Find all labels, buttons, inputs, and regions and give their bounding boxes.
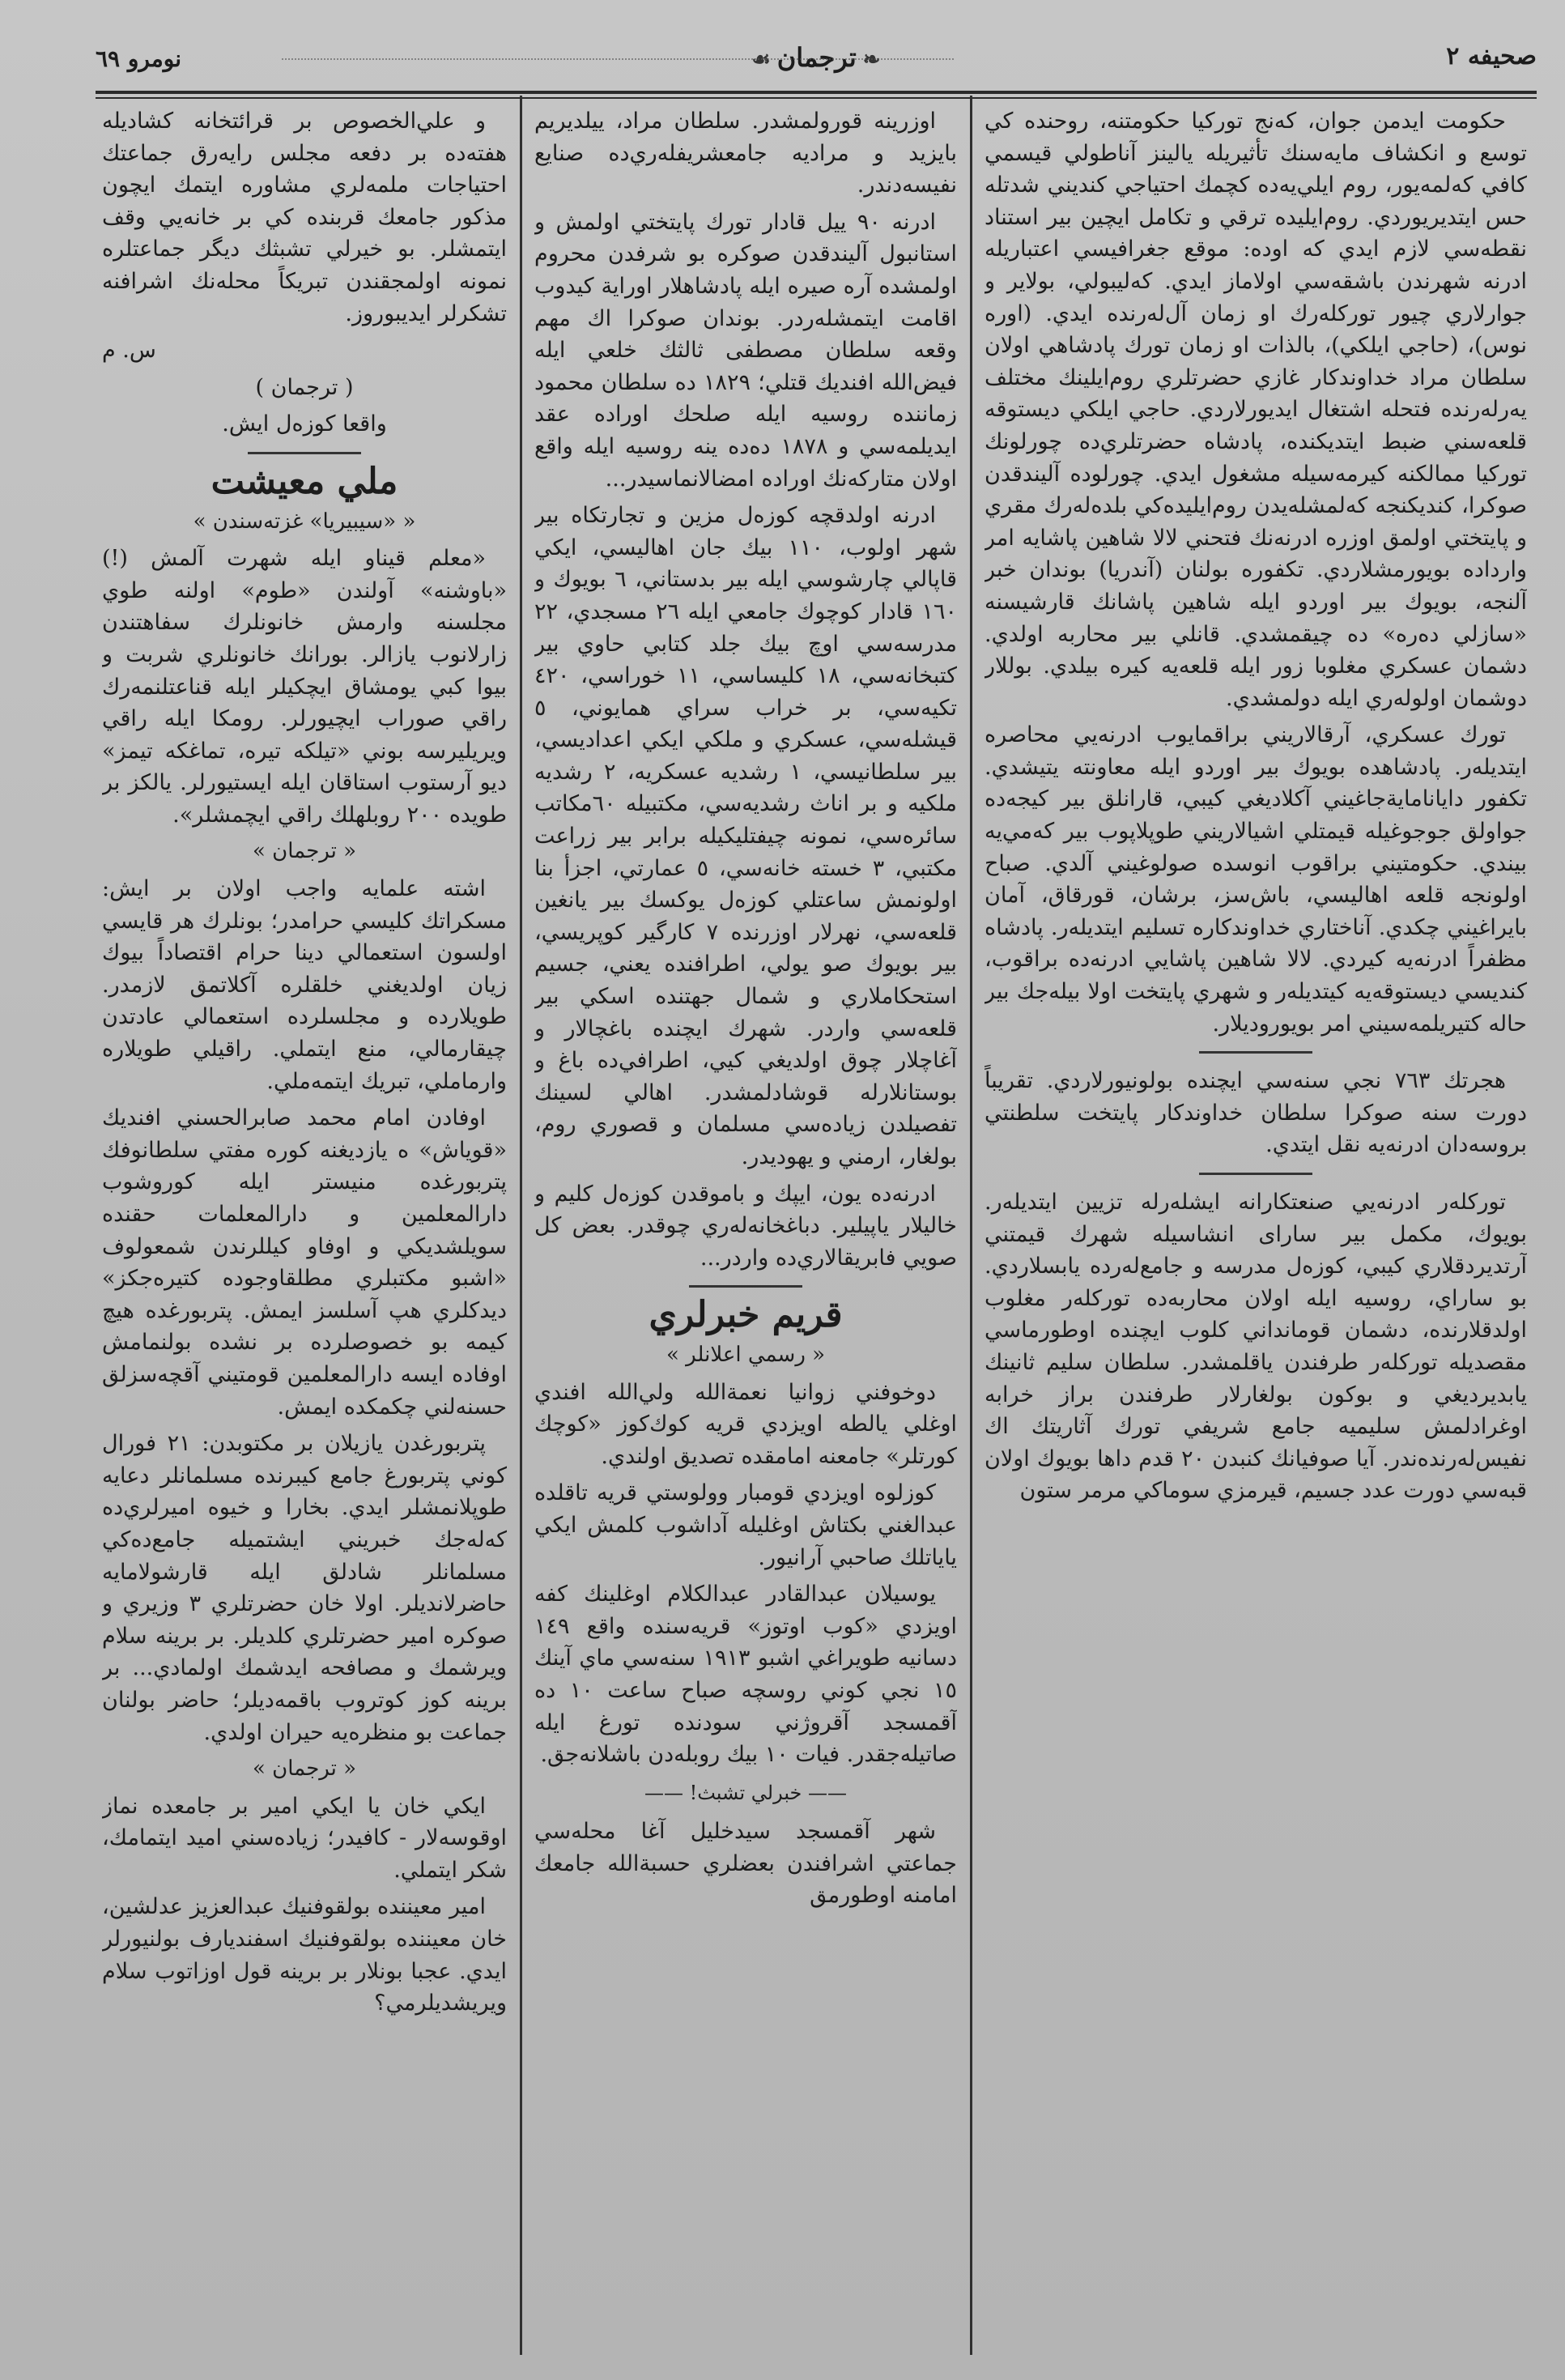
article-paragraph: حكومت ايدمن جوان، كەنج توركيا حكومتنه، روحنده كي توسع و انكشاف مايەسنك تأثيريله يالينز آناطولي قيسمي كافي كەلمەيور، روم ايلي‌يە‌ده كچمك احتياجي كنديني شدتله حس ايتديريوردي. روم‌ايليده ترقي و تكامل ايچين بير استناد نقطەسي لازم ايدي كه اوده: موقع جغرافيسي اعتباريله ادرنه شهرندن باشقەسي اولاماز ايدي. كەليبولي، بولاير و جوارلاري چيور توركلەرك او زمان آل‌لەرنده ايدي. (اوره نوس)، (حاجي ايلكي)، بالذات او زمان تورك پادشاهي اولان سلطان مراد خداوندكار غازي حضرتلري روم‌ايلينك مختلف يەرلەرنده فتحله اشتغال ايديورلاردي. حاجي ايلكي ديستوقه قلعەسني ضبط ايتديكنده، پادشاه حضرتلري‌ده چورلونك توركيا ممالكنه كيرمەسيله مشغول ايدي. چورلوده آليندقدن صوكرا، كنديكنجه كەلمشلەيدن روم‌ايليده‌كي بلده‌لەرك مقري و پايتختي اولمق اوزره ادرنه‌نك فتحني لالا شاهين پاشايه امر وارداده بويورمشلاردي. تكفوره بولنان (آندريا) بوندان خبر آلنجه، بويوك بير اوردو ايله شاهين پاشانك قارشيسنه «سازلي دەره» ده چيقمشدي. قانلي بير محاربه اولدي. دشمان عسكري مغلوبا زور ايله قلعەيه كيره بيلدي. بوللار دوشمان اولولەري ايله دولمشدي. xyxy=(985,109,1527,711)
article-paragraph: امير معيننده بولقوفنيك عبدالعزيز عدلشين، خان معيننده بولقوفنيك اسفنديارف بولنيورلر ايدي. عجبا بونلار بر برينه قول اوزاتوب سلام ويريشديلرمي؟ xyxy=(102,1894,507,2016)
article-paragraph: ادرنه اولدقچه كوزەل مزين و تجارتكاه بير شهر اولوب، ١١٠ بيك جان اهاليسي، ايكي قاپالي چارشوسي ايله بير بدستاني، ٦ بويوك و ١٦٠ قادار كوچوك جامعي ايله ٢٦ مسجدي، ٢٢ مدرسەسي اوچ بيك جلد كتابي حاوي بير كتبخانەسي، ١٨ كليساسي، ١١ خوراسي، ٤٢٠ تكيەسي، بر خراب سراي همايوني، ٥ قيشلەسي، عسكري و ملكي ايكي اعداديسي، بير سلطانيسي، ١ رشديه عسكريه، ٢ رشديه ملكيه و بر اناث رشديەسي، مكتبيله ٦٠مكاتب سائرەسي، نمونه چيفتليكيله برابر بير زراعت مكتبي، ٣ خسته خانەسي، ٥ عمارتي، اجزأ بنا اولونمش ساعتلي كوزەل يوكسك بير يانغين قلعەسي، نهرلار اوزرنده ٧ كارگير كوپريسي، بير بويوك صو يولي، اطرافنده يعني، جسيم استحكاملاري و شمال جهتنده اسكي بير قلعەسي واردر. شهرك ايچنده باغچالار و آغاچلار چوق اولديغي كيي، اطرافي‌ده باغ و بوستانلارله قوشادلمشدر. اهالي لسينك تفصيلدن زيادەسي مسلمان و قصوري روم، بولغار، ارمني و يهوديدر. xyxy=(534,503,957,1169)
article-paragraph: ايكي خان يا ايكي امير بر جامعده نماز اوقوسەلار - كافيدر؛ زيادەسني اميد ايتمامك، شكر ايتملي. xyxy=(102,1793,507,1883)
article-paragraph: ادرنه ٩٠ ييل قادار تورك پايتختي اولمش و استانبول آليندقدن صوكره بو شرفدن محروم اولمشده آره صيره ايله پادشاهلار اوراية كيدوب اقامت ايتمشلەردر. بوندان صوكرا اك مهم وقعه سلطان مصطفى ثالثك خلعي ايله فيض‌الله افنديك قتلي؛ ١٨٢٩ ده سلطان محمود زماننده روسيه ايله صلحك اوراده عقد ايديلمەسي و ١٨٧٨ دەده ينه روسيه ايله واقع اولان متاركەنك اوراده امضالانماسيدر... xyxy=(534,209,957,492)
newspaper-title xyxy=(745,42,887,73)
article-paragraph: شهر آقمسجد سيدخليل آغا محلەسي جماعتي اشرافندن بعضلري حسبةالله جامعك امامنه اوطورمق xyxy=(534,1819,957,1909)
section-subheading: « «سيبيريا» غزته‌سندن » xyxy=(193,509,416,534)
column-divider-right xyxy=(970,96,972,2355)
column-left xyxy=(102,105,507,2365)
editor-note-label: ( ترجمان ) xyxy=(255,374,354,400)
page-number: صحيفه ٢ xyxy=(1446,42,1537,70)
article-paragraph: اشته علمايه واجب اولان بر ايش: مسكراتك كليسي حرامدر؛ بونلرك هر قايسي اولسون استعمالي دينا حرام اقتصاداً بيوك زيان اولديغني خلقلره آكلاتمق لازمدر. طويلارده و مجلسلرده استعمالي عادتدن چيقارمالي، منع ايتملي. راقيلي طويلاره وارماملي، تبريك ايتمەملي. xyxy=(102,876,507,1094)
notice-paragraph: كوزلوه اويزدي قومبار وولوستي قريه تاقلده عبدالغني بكتاش اوغليله آداشوب كلمش ايكي ياياتلك صاحبي آرانيور. xyxy=(534,1480,957,1570)
subsection-title: —— خبرلي تشبث! —— xyxy=(644,1781,848,1804)
article-paragraph: ادرنه‌ده يون، ايپك و باموقدن كوزەل كليم و خاليلار ياپيلير. دباغخانەلەري چوقدر. بعض كل صويي فابريقالاري‌ده واردر... xyxy=(534,1181,957,1271)
column-right xyxy=(985,105,1527,2365)
article-paragraph: پتربورغدن يازيلان بر مكتوبدن: ٢١ فورال كوني پتربورغ جامع كيبرنده مسلمانلر دعايه طوپلانمشلر ايدي. بخارا و خيوه اميرلري‌ده كەلەجك خبريني ايشتميله جامع‌ده‌كي مسلمانلر شادلق ايله قارشولامايه حاضرلانديلر. اولا خان حضرتلري ٣ وزيري و صوكره امير حضرتلري كلديلر. بر برينه سلام ويرشمك و مصافحه ايدشمك اولمادي... بر برينه كوز كوتروب باقمەديلر؛ حاضر بولنان جماعت بو منظره‌يه حيران اولدي. xyxy=(102,1431,507,1745)
article-paragraph: «معلم قيناو ايله شهرت آلمش (!) «باوشنه» آولندن «طوم» اولنه طوي مجلسنه وارمش خانونلرك سفاهتندن زارلانوب يازالر. بورانك خانونلري شربت و بيوا كبي يومشاق ايچكيلر ايله قناعتلنمەرك راقي صوراب ايچيورلر. رومكا ايله راقي ويريليرسه بوني «تيلكه تيره، تماغكه تيمز» ديو آرستوب استاقان ايله ايستيورلر. يالكز بر طويده ٢٠٠ روبلهلك راقي ايچمشلر». xyxy=(102,546,507,828)
section-divider xyxy=(1199,1173,1312,1175)
article-paragraph: و علي‌الخصوص بر قرائتخانه كشاديله هفته‌ده بر دفعه مجلس رايه‌رق جماعتك احتياجات ملمه‌لري مشاوره ايتمك ايچون مذكور جامعك قربنده كي بر خانه‌يي وقف ايتمشلر. بو خيرلي تشبثك ديگر جماعتلره نمونه اولمجقندن تبريكاً محله‌نك اشرافنه تشكرلر ايديبوروز. xyxy=(102,109,507,326)
ornament-icon: ❧ xyxy=(862,48,881,72)
notice-paragraph: يوسيلان عبدالقادر عبدالكلام اوغلينك كفه اويزدي «كوب اوتوز» قريه‌سنده واقع ١٤٩ دسانيه طويراغي اشبو ١٩١٣ سنه‌سي ماي آينك ١٥ نجي كوني روسچه صباح ساعت ١٠ ده آقمسجد آقروژني سودنده تورغ ايله صاتيله‌جقدر. فيات ١٠ بيك روبله‌دن باشلانه‌جق. xyxy=(534,1582,957,1768)
section-divider xyxy=(689,1285,802,1288)
top-rule-thin xyxy=(96,97,1537,99)
section-divider xyxy=(1199,1051,1312,1054)
article-paragraph: توركلەر ادرنه‌يي صنعتكارانه ايشلەرله تزيين ايتديلەر. بويوك، مكمل بير سارای انشاسيله شهرك قيمتني آرتديردقلاري كيبي، كوزەل مدرسه و جامع‌لەرده يابسلاردي. بو ساراي، روسيه ايله اولان محاربه‌ده توركلەر مغلوب اولدقلارنده، دشمان قومانداني كلوب ايچنده اوطورماسي مقصديله توركلەر طرفندن ياقلمشدر. سلطان سليم ثانينك يابديرديغي و بوكون بولغارلار طرفندن براز خرابه اوغرادلمش سليميه جامع شريفي تورك آثاريتك اك نفيس‌لەرندەندر. آيا صوفيانك كنبدن ٢٠ قدم داها بويوك اولان قبه‌سي دورت عدد جسيم، قيرمزي سوماكي مرمر ستون xyxy=(985,1190,1527,1504)
section-subheading: « رسمي اعلانلر » xyxy=(666,1342,826,1367)
article-paragraph: هجرتك ٧٦٣ نجي سنەسي ايچنده بولونيورلاردي. تقريباً دورت سنه صوكرا سلطان خداوندكار پايتخت سلطنتي بروسه‌دان ادرنه‌يه نقل ايتدي. xyxy=(985,1068,1527,1158)
top-rule xyxy=(96,91,1537,94)
author-signature: س. م xyxy=(102,338,156,364)
editor-note-label: « ترجمان » xyxy=(252,839,357,864)
article-paragraph: اوفادن امام محمد صابرالحسني افنديك «قوياش» ه يازديغنه كوره مفتي سلطانوفك پتربورغده منيستر ايله كوروشوب دارالمعلمين و دارالمعلمات حقنده سويلشديكي و اوفاو كيللرندن شمعولوف «اشبو مكتبلري مطلقاوجوده كتيرەجكز» ديدكلري هپ آسلسز ايمش. پتربورغده هيچ كيمه بو خصوصلرده بر نشده بولنمامش اوفاده ايسه دارالمعلمين قومتيني آقچه‌سزلق حسنەلني چكمكده ايمش. xyxy=(102,1105,507,1420)
section-heading-national-life: ملي معيشت xyxy=(211,460,398,502)
notice-paragraph: دوخوفني زوانيا نعمةالله ولي‌الله افندي اوغلي يالطه اويزدي قريه كوك‌كوز «كوچك كورتلر» جامعنه امامقده تصديق اولندي. xyxy=(534,1379,957,1469)
issue-number: نومرو ٦٩ xyxy=(96,45,182,72)
newspaper-title-text: ترجمان xyxy=(776,42,857,73)
editor-note-label: « ترجمان » xyxy=(252,1756,357,1782)
ornament-icon: ☙ xyxy=(751,48,771,72)
column-divider-left xyxy=(520,96,522,2355)
section-heading-crimea-news: قريم خبرلري xyxy=(649,1294,843,1336)
editor-note-text: واقعا كوزەل ايش. xyxy=(222,411,387,437)
article-paragraph: اوزرينه قورولمشدر. سلطان مراد، ييلديريم بايزيد و مراديه جامعشريفلەري‌ده صنايع نفيسه‌دندر. xyxy=(534,109,957,198)
masthead xyxy=(96,42,1537,84)
dateline-faded xyxy=(282,58,954,62)
column-middle xyxy=(534,105,957,2365)
section-divider xyxy=(248,452,361,454)
article-paragraph: تورك عسكري، آرقالاريني براقمايوب ادرنه‌يي محاصره ايتديلەر. پادشاهده بويوك بير اوردو ايله معاونته يتيشدي. تكفور داياناماية‌جاغيني آكلاديغي كيبي، قارانلق بير كيجه‌ده جواولق جوجوغيله قيمتلي اشيالاريني طوپلاپوب بير كەمي‌يه بيندي. حكومتيني براقوب انوسده صولوغيني آلدي. صباح اولونجه قلعه اهاليسي، باش‌سز، برشان، قورقاق، آمان بايراغيني چكدي. آناختاري خداوندكاره تسليم ايتديلەر. پادشاه مظفراً ادرنه‌يه كيردي. لالا شاهين پاشايي ادرنه‌ده براقوب، كنديسي ديستوقه‌يه كيتديلەر و شهري پايتخت اولا بيلەجك بير حاله كتيريلمەسيني امر بويوروديلار. xyxy=(985,722,1527,1037)
